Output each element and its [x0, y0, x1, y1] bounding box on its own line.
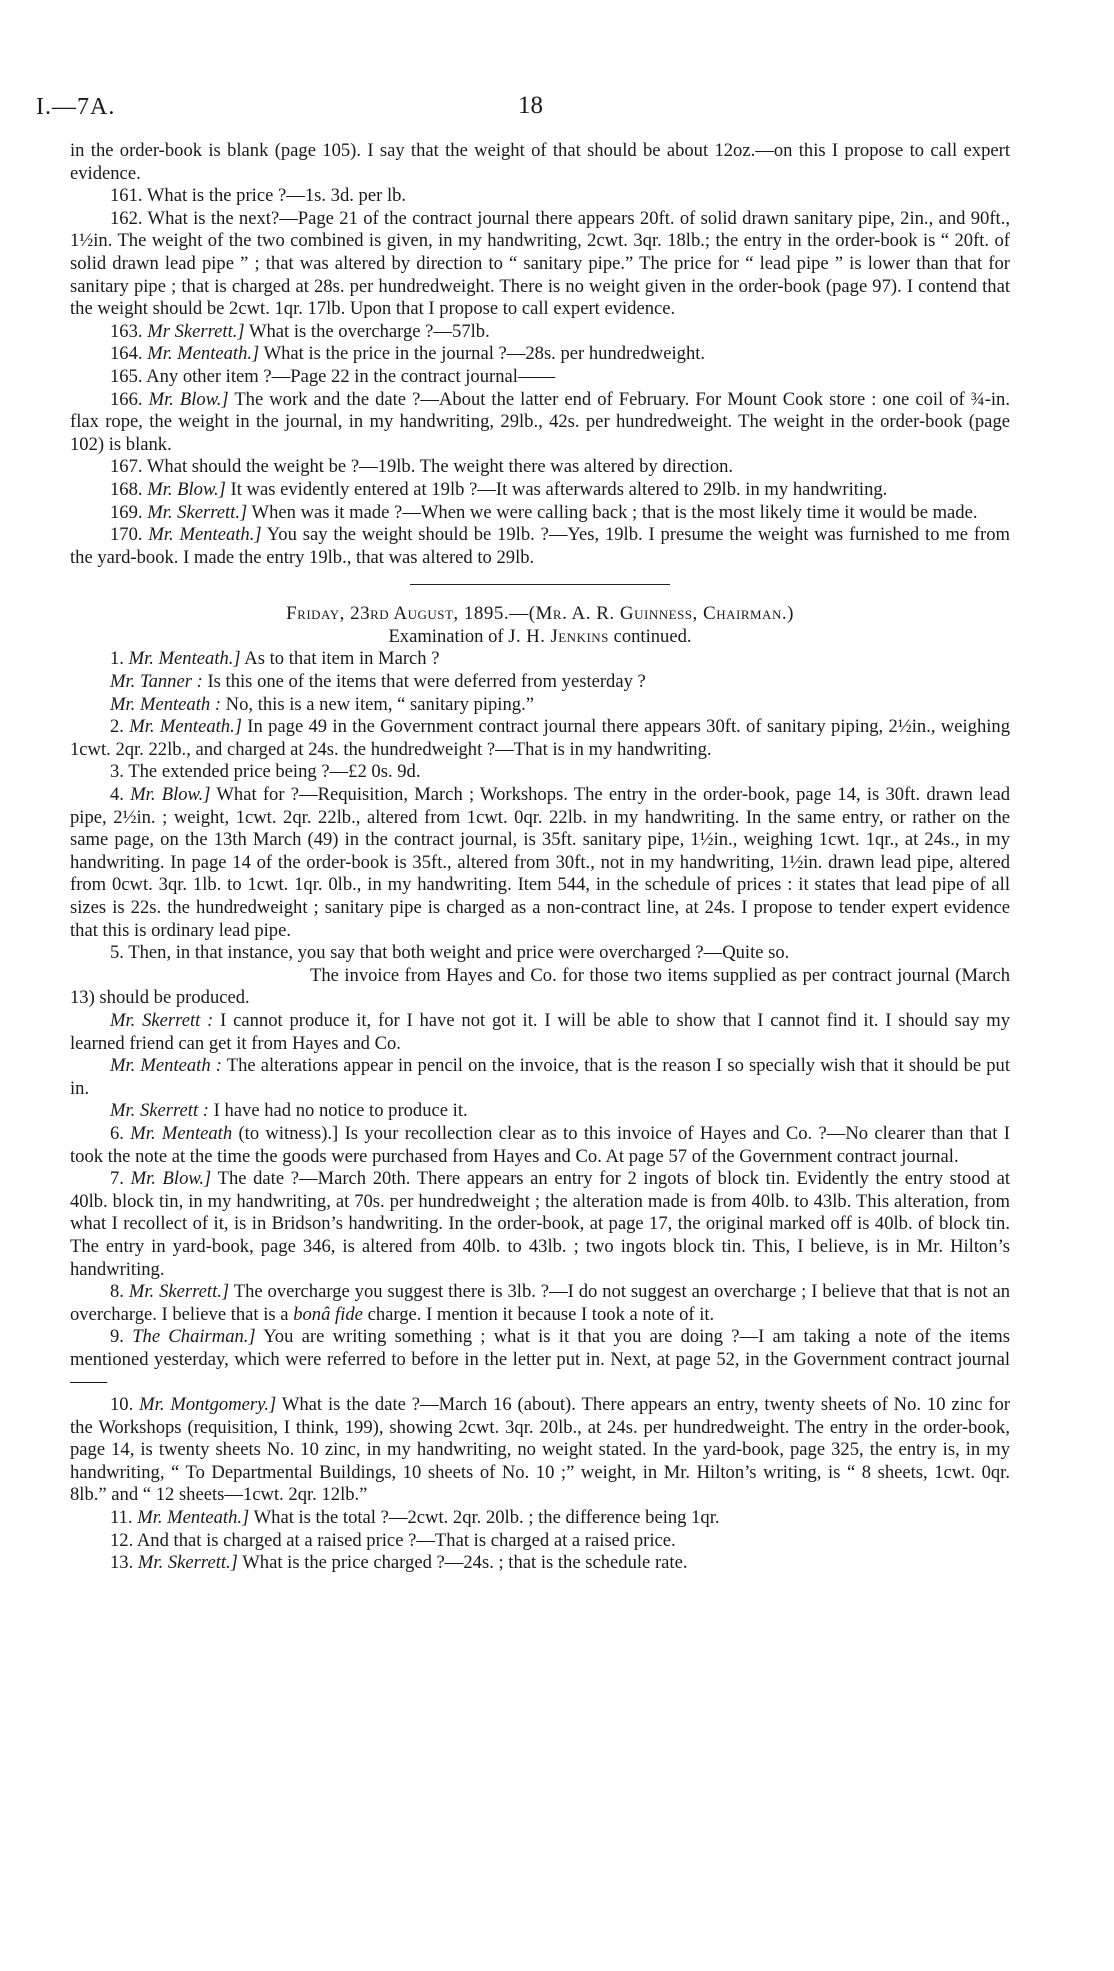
question-4: 4. Mr. Blow.] What for ?—Requisition, March ; Workshops. The entry in the order-book, page 14, is 30ft. drawn lead pipe, 2½in. ; weight, 1cwt. 2qr. 22lb., altered from 1cwt. 0qr. 22lb. in my handwriting. In the same entry, or rather on the same page, on the 13th March (49) in the contract journal, is 35ft. sanitary pipe, 1½in., weighing 1cwt. 1qr., at 24s., in my handwriting. In page 14 of the order-book is 35ft., altered from 30ft., not in my handwriting, 1½in. drawn lead pipe, altered from 0cwt. 3qr. 1lb. to 1cwt. 1qr. 0lb., in my handwriting. Item 544, in the schedule of prices : it states that lead pipe of all sizes is 22s. the hundredweight ; sanitary pipe is charged as a non-contract line, at 24s. I propose to tender expert evidence that this is ordinary lead pipe.	[70, 784, 1010, 941]
speaker: Mr. Menteath.]	[137, 1507, 250, 1529]
statement-menteath: Mr. Menteath : No, this is a new item, “ sanitary piping.”	[110, 693, 534, 715]
question-166: 166. Mr. Blow.] The work and the date ?—About the latter end of February. For Mount Cook store : one coil of ¾-in. flax rope, the weight in the journal, in my handwriting, 29lb., 42s. per hundredweight. The weight in the order-book (page 102) is blank.	[70, 388, 1010, 455]
page-body	[70, 140, 1010, 1575]
question-13: 13. Mr. Skerrett.] What is the price charged ?—24s. ; that is the schedule rate.	[110, 1552, 688, 1574]
question-163: 163. Mr Skerrett.] What is the overcharge ?—57lb.	[110, 320, 490, 342]
speaker: Mr. Blow.]	[147, 478, 226, 500]
speaker: Mr. Blow.]	[130, 784, 211, 806]
question-7: 7. Mr. Blow.] The date ?—March 20th. There appears an entry for 2 ingots of block tin. Evidently the entry stood at 40lb. block tin, in my handwriting, at 70s. per hundredweight ; the alteration made is from 40lb. to 43lb. This alteration, from what I recollect of it, is in Bridson’s handwriting. In the order-book, at page 17, the original marked off is 40lb. of block tin. The entry in yard-book, page 346, is altered from 40lb. to 43lb. ; two ingots block tin. This, I believe, is in Mr. Hilton’s handwriting.	[70, 1168, 1010, 1280]
question-12: 12. And that is charged at a raised price ?—That is charged at a raised price.	[110, 1529, 676, 1551]
statement-tanner: Mr. Tanner : Is this one of the items that were deferred from yesterday ?	[110, 671, 646, 693]
speaker: Mr. Skerrett.]	[128, 1281, 230, 1303]
question-165: 165. Any other item ?—Page 22 in the contract journal——	[110, 365, 556, 387]
speaker: Mr. Tanner :	[110, 671, 203, 693]
question-5: 5. Then, in that instance, you say that both weight and price were overcharged ?—Quite so.	[110, 942, 790, 964]
statement-skerrett: Mr. Skerrett : I cannot produce it, for I have not got it. I will be able to show that I cannot find it. I should say my learned friend can get it from Hayes and Co.	[70, 1009, 1010, 1054]
speaker: The Chairman.]	[132, 1326, 256, 1348]
section-divider	[410, 584, 670, 585]
question-10: 10. Mr. Montgomery.] What is the date ?—March 16 (about). There appears an entry, twenty sheets of No. 10 zinc for the Workshops (requisition, I think, 199), showing 2cwt. 3qr. 20lb., at 24s. per hundredweight. The entry in the order-book, page 14, is twenty sheets No. 10 zinc, in my handwriting, no weight stated. In the yard-book, page 325, the entry is, in my handwriting, “ To Departmental Buildings, 10 sheets of No. 10 ;” weight, in Mr. Hilton’s writing, is “ 8 sheets, 1cwt. 0qr. 8lb.” and “ 12 sheets—1cwt. 2qr. 12lb.”	[70, 1394, 1010, 1506]
statement-skerrett-2: Mr. Skerrett : I have had no notice to produce it.	[110, 1100, 468, 1122]
speaker: Mr. Menteath	[130, 1122, 233, 1144]
page-reference: I.—7A.	[36, 94, 116, 120]
speaker: Mr. Skerrett.]	[137, 1552, 238, 1574]
question-164: 164. Mr. Menteath.] What is the price in the journal ?—28s. per hundredweight.	[110, 343, 706, 365]
question-6: 6. Mr. Menteath (to witness).] Is your recollection clear as to this invoice of Hayes and Co. ?—No clearer than that I took the note at the time the goods were purchased from Hayes and Co. At page 57 of the Government contract journal.	[70, 1122, 1010, 1167]
speaker: Mr. Blow.]	[148, 388, 229, 410]
speaker: Mr. Menteath.]	[147, 343, 260, 365]
question-168: 168. Mr. Blow.] It was evidently entered at 19lb ?—It was afterwards altered to 29lb. in my handwriting.	[110, 478, 888, 500]
speaker: Mr. Menteath.]	[148, 524, 262, 546]
question-170: 170. Mr. Menteath.] You say the weight should be 19lb. ?—Yes, 19lb. I presume the weight was furnished to me from the yard-book. I made the entry 19lb., that was altered to 29lb.	[70, 524, 1010, 568]
witness-name: J. H. Jenkins	[508, 625, 609, 647]
invoice-note: The invoice from Hayes and Co. for those two items supplied as per contract journal (March 13) should be produced.	[70, 964, 1010, 1009]
bona-fide: bonâ fide	[293, 1303, 363, 1325]
paragraph-intro: in the order-book is blank (page 105). I say that the weight of that should be about 12oz.—on this I propose to call expert evidence.	[70, 140, 1010, 184]
speaker: Mr. Blow.]	[130, 1168, 212, 1190]
question-161: 161. What is the price ?—1s. 3d. per lb.	[110, 185, 407, 207]
speaker: Mr. Montgomery.]	[139, 1394, 277, 1416]
question-169: 169. Mr. Skerrett.] When was it made ?—When we were calling back ; that is the most likely time it would be made.	[110, 501, 978, 523]
session-date: Friday, 23rd August, 1895.	[286, 603, 510, 625]
question-1: 1. Mr. Menteath.] As to that item in March ?	[110, 648, 440, 670]
question-11: 11. Mr. Menteath.] What is the total ?—2cwt. 2qr. 20lb. ; the difference being 1qr.	[110, 1507, 720, 1529]
speaker: Mr. Menteath.]	[129, 716, 242, 738]
examination-heading: Examination of J. H. Jenkins continued.	[388, 625, 692, 647]
question-162: 162. What is the next?—Page 21 of the contract journal there appears 20ft. of solid drawn sanitary pipe, 2in., and 90ft., 1½in. The weight of the two combined is given, in my handwriting, 2cwt. 3qr. 18lb.; the entry in the order-book is “ 20ft. of solid drawn lead pipe ” ; that was altered by direction to “ sanitary pipe.” The price for “ lead pipe ” is lower than that for sanitary pipe ; that is charged at 28s. per hundredweight. There is no weight given in the order-book (page 97). I contend that the weight should be 2cwt. 1qr. 17lb. Upon that I propose to call expert evidence.	[70, 207, 1010, 320]
question-8: 8. Mr. Skerrett.] The overcharge you suggest there is 3lb. ?—I do not suggest an overcharge ; I believe that that is not an overcharge. I believe that is a bonâ fide charge. I mention it because I took a note of it.	[70, 1281, 1011, 1325]
page-number: 18	[518, 92, 543, 119]
speaker: Mr. Menteath :	[110, 693, 222, 715]
speaker: Mr. Skerrett.]	[147, 501, 248, 523]
statement-menteath-2: Mr. Menteath : The alterations appear in pencil on the invoice, that is the reason I so specially wish that it should be put in.	[70, 1055, 1010, 1099]
speaker: Mr. Skerrett :	[110, 1100, 209, 1122]
question-3: 3. The extended price being ?—£2 0s. 9d.	[110, 761, 421, 783]
speaker: Mr Skerrett.]	[147, 320, 245, 342]
session-chair: —(Mr. A. R. Guinness, Chairman.)	[509, 603, 794, 625]
question-167: 167. What should the weight be ?—19lb. The weight there was altered by direction.	[110, 456, 734, 478]
speaker: Mr. Menteath :	[110, 1055, 222, 1077]
question-9: 9. The Chairman.] You are writing something ; what is it that you are doing ?—I am taking a note of the items mentioned yesterday, which were referred to before in the letter put in. Next, at page 52, in the Government contract journal——	[70, 1326, 1010, 1393]
question-2: 2. Mr. Menteath.] In page 49 in the Government contract journal there appears 30ft. of sanitary piping, 2½in., weighing 1cwt. 2qr. 22lb., and charged at 24s. the hundredweight ?—That is in my handwriting.	[70, 716, 1011, 760]
speaker: Mr. Skerrett :	[110, 1009, 214, 1031]
session-heading	[70, 603, 1010, 626]
speaker: Mr. Menteath.]	[128, 648, 241, 670]
